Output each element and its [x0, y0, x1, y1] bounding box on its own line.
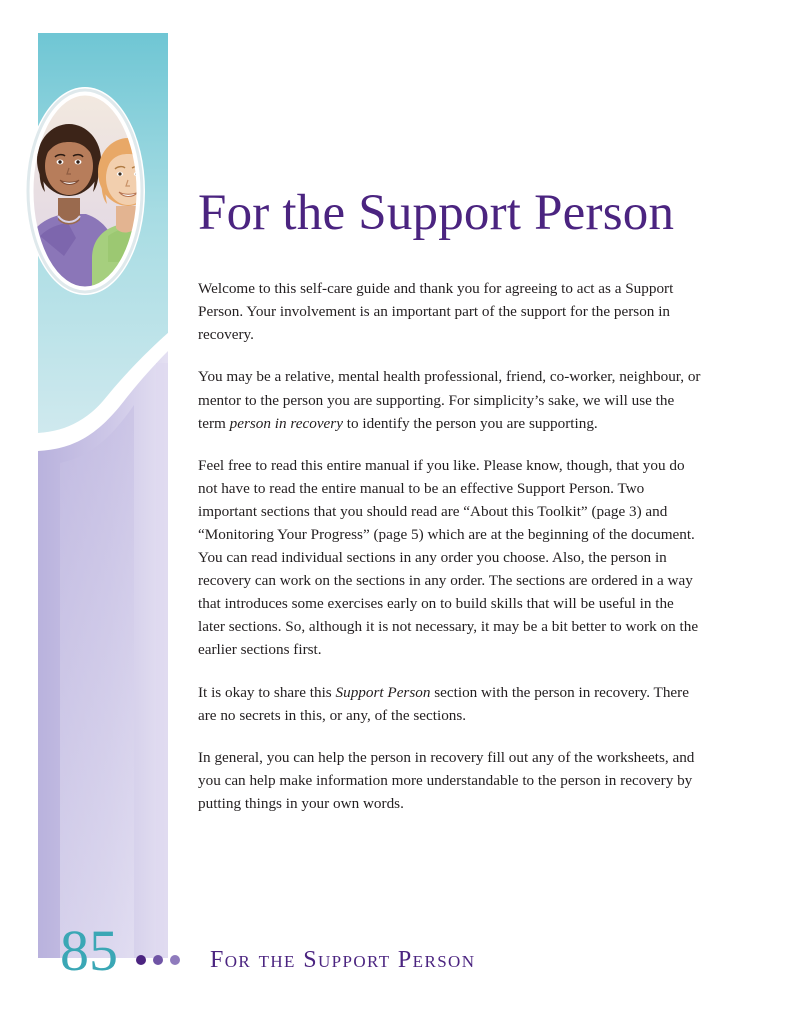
paragraph-4-text-after: section with the person in recovery. There are no secrets in this, or any, of the sections. — [198, 683, 689, 724]
paragraph-2-text-after: to identify the person you are supporting. — [342, 414, 598, 432]
dot-icon-3 — [170, 955, 180, 965]
page-title: For the Support Person — [198, 185, 675, 241]
footer-section-title: For the Support Person — [210, 947, 476, 973]
page-footer — [60, 918, 750, 983]
dot-icon-2 — [153, 955, 163, 965]
paragraph-2 — [198, 365, 703, 434]
paragraph-3: Feel free to read this entire manual if you like. Please know, though, that you do not have to read the entire manual to be an effective Support Person. Two important sections that you should read are “About this Toolkit” (page 3) and “Monitoring Your Progress” (page 5) which are at the beginning of the document. You can read individual sections in any order you choose. Also, the person in recovery can work on the sections in any order. The sections are ordered in a way that introduces some exercises early on to build skills that will be useful in the later sections. So, although it is not necessary, it may be a bit better to work on the earlier sections first. — [198, 456, 699, 659]
document-content — [198, 183, 703, 834]
dot-icon-1 — [136, 955, 146, 965]
two-women-portrait-photo — [24, 86, 146, 297]
paragraph-4-text-before: It is okay to share this — [198, 683, 336, 701]
paragraph-2-emphasis: person in recovery — [229, 414, 343, 432]
footer-dots-decoration — [136, 955, 180, 965]
paragraph-4 — [198, 681, 703, 727]
page-number: 85 — [60, 918, 118, 983]
paragraph-5: In general, you can help the person in recovery fill out any of the worksheets, and you can help make information more understandable to the person in recovery by putting things in your own words. — [198, 748, 695, 812]
paragraph-2-text-before: You may be a relative, mental health professional, friend, co-worker, neighbour, or mentor to the person you are supporting. For simplicity’s sake, we will use the term — [198, 368, 701, 432]
paragraph-1: Welcome to this self-care guide and thank you for agreeing to act as a Support Person. Your involvement is an important part of the support for the person in recovery. — [198, 280, 674, 344]
paragraph-4-emphasis: Support Person — [335, 683, 431, 701]
